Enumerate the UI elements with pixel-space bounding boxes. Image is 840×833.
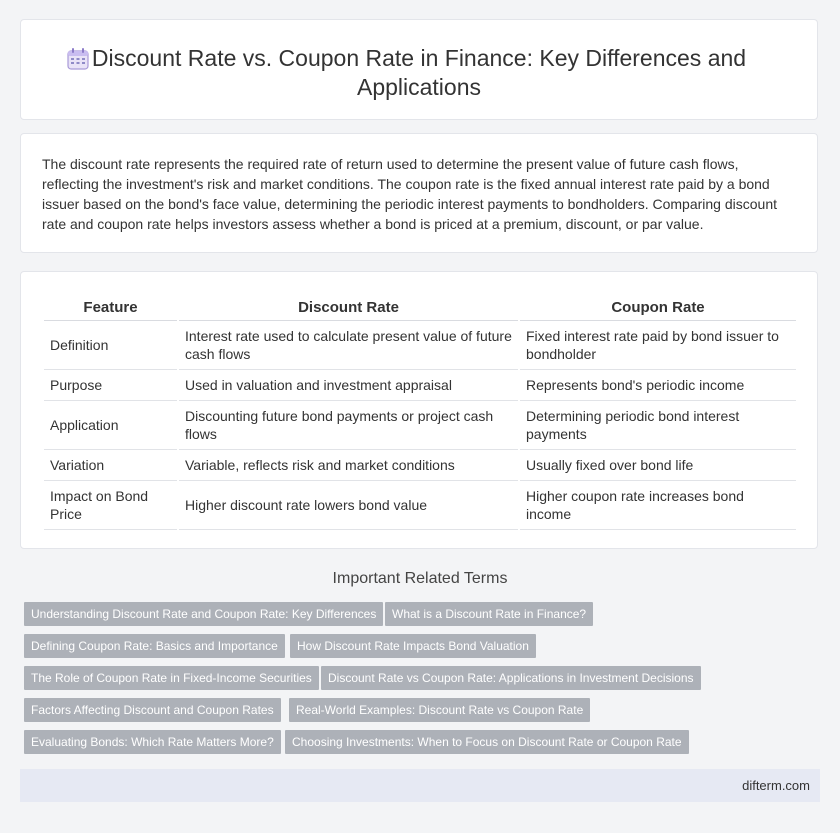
footer-site-link[interactable]: difterm.com — [742, 778, 810, 793]
related-term-link[interactable]: What is a Discount Rate in Finance? — [385, 602, 593, 626]
table-cell: Usually fixed over bond life — [520, 450, 796, 481]
table-cell: Higher coupon rate increases bond income — [520, 481, 796, 530]
intro-paragraph: The discount rate represents the required rate of return used to determine the present value of future cash flows, reflecting the investment's risk and market conditions. The coupon rate is the fixed annual interest rate paid by a bond issuer based on the bond's face value, determining the periodic interest payments to bondholders. Comparing discount rate and coupon rate helps investors assess whether a bond is priced at a premium, discount, or par value. — [42, 156, 777, 232]
related-term-link[interactable]: Choosing Investments: When to Focus on Discount Rate or Coupon Rate — [285, 730, 689, 754]
table-cell: Variable, reflects risk and market conditions — [179, 450, 518, 481]
title-card — [20, 19, 818, 120]
table-cell: Interest rate used to calculate present value of future cash flows — [179, 321, 518, 370]
related-term-link[interactable]: Factors Affecting Discount and Coupon Rates — [24, 698, 281, 722]
related-term-link[interactable]: Defining Coupon Rate: Basics and Importance — [24, 634, 285, 658]
table-header-row — [44, 294, 796, 321]
table-cell: Definition — [44, 321, 177, 370]
table-cell: Fixed interest rate paid by bond issuer to bondholder — [520, 321, 796, 370]
intro-card — [20, 133, 818, 253]
table-cell: Represents bond's periodic income — [520, 370, 796, 401]
table-row — [44, 401, 796, 450]
table-cell: Variation — [44, 450, 177, 481]
column-header-feature: Feature — [44, 294, 177, 321]
comparison-table — [42, 294, 798, 530]
related-term-link[interactable]: Discount Rate vs Coupon Rate: Applications in Investment Decisions — [321, 666, 701, 690]
table-cell: Purpose — [44, 370, 177, 401]
related-terms-heading: Important Related Terms — [332, 570, 508, 587]
table-cell: Impact on Bond Price — [44, 481, 177, 530]
footer — [20, 769, 820, 802]
column-header-discount-rate: Discount Rate — [179, 294, 518, 321]
table-row — [44, 370, 796, 401]
related-term-link[interactable]: Understanding Discount Rate and Coupon Rate: Key Differences — [24, 602, 383, 626]
table-row — [44, 450, 796, 481]
related-term-link[interactable]: Real-World Examples: Discount Rate vs Coupon Rate — [289, 698, 590, 722]
related-term-link[interactable]: How Discount Rate Impacts Bond Valuation — [290, 634, 536, 658]
related-term-link[interactable]: Evaluating Bonds: Which Rate Matters More? — [24, 730, 281, 754]
related-term-link[interactable]: The Role of Coupon Rate in Fixed-Income Securities — [24, 666, 319, 690]
column-header-coupon-rate: Coupon Rate — [520, 294, 796, 321]
comparison-card — [20, 271, 818, 549]
table-row — [44, 481, 796, 530]
table-cell: Determining periodic bond interest payments — [520, 401, 796, 450]
table-cell: Used in valuation and investment appraisal — [179, 370, 518, 401]
table-cell: Application — [44, 401, 177, 450]
table-cell: Discounting future bond payments or project cash flows — [179, 401, 518, 450]
page-title: Discount Rate vs. Coupon Rate in Finance: Key Differences and Applications — [91, 45, 747, 100]
table-row — [44, 321, 796, 370]
table-cell: Higher discount rate lowers bond value — [179, 481, 518, 530]
